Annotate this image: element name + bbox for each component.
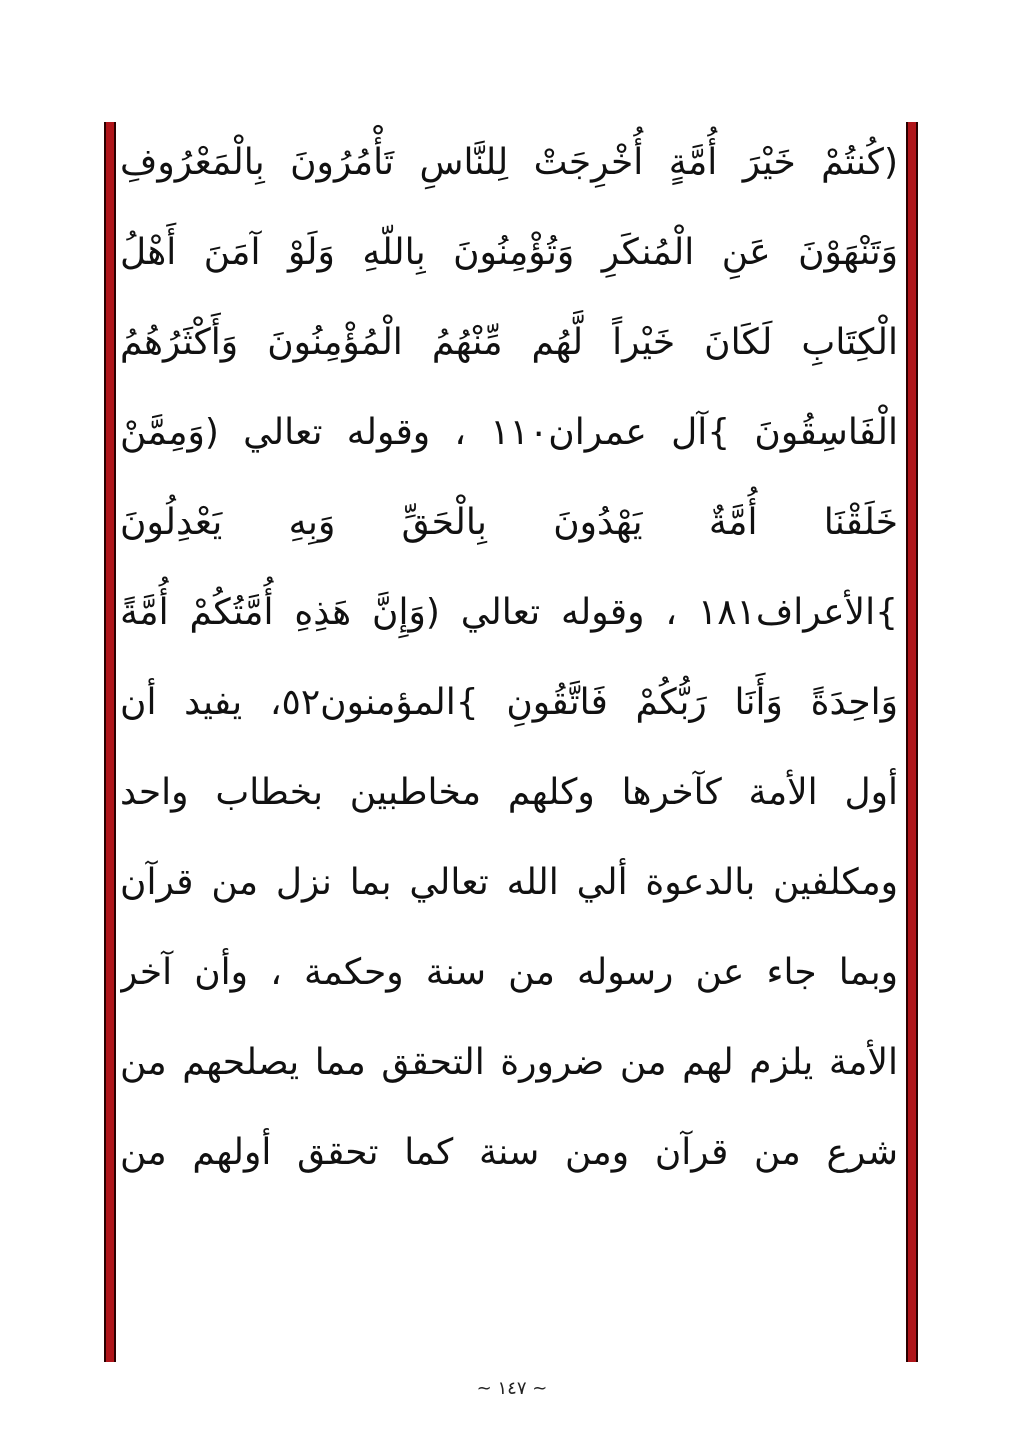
page-number: ~ ١٤٧ ~ bbox=[476, 1378, 548, 1399]
text-line-7: وَاحِدَةً وَأَنَا رَبُّكُمْ فَاتَّقُونِ }المؤمنون٥٢، يفيد أن bbox=[120, 682, 898, 723]
text-line-12: شرع من قرآن ومن سنة كما تحقق أولهم من bbox=[120, 1132, 898, 1173]
text-line-10: وبما جاء عن رسوله من سنة وحكمة ، وأن آخر bbox=[120, 952, 898, 993]
text-line-1: (كُنتُمْ خَيْرَ أُمَّةٍ أُخْرِجَتْ لِلنَّاسِ تَأْمُرُونَ بِالْمَعْرُوفِ bbox=[120, 142, 898, 183]
text-line-8: أول الأمة كآخرها وكلهم مخاطبين بخطاب واحد bbox=[120, 772, 898, 813]
left-border-rule bbox=[104, 122, 116, 1362]
text-line-4: الْفَاسِقُونَ }آل عمران١١٠ ، وقوله تعالي (وَمِمَّنْ bbox=[120, 412, 898, 453]
text-line-9: ومكلفين بالدعوة ألي الله تعالي بما نزل من قرآن bbox=[120, 862, 898, 903]
text-line-5: خَلَقْنَا أُمَّةٌ يَهْدُونَ بِالْحَقِّ وَبِهِ يَعْدِلُونَ bbox=[120, 502, 898, 543]
text-line-6: }الأعراف١٨١ ، وقوله تعالي (وَإِنَّ هَذِهِ أُمَّتُكُمْ أُمَّةً bbox=[120, 592, 898, 633]
text-line-2: وَتَنْهَوْنَ عَنِ الْمُنكَرِ وَتُؤْمِنُونَ بِاللّهِ وَلَوْ آمَنَ أَهْلُ bbox=[120, 232, 898, 273]
right-border-rule bbox=[906, 122, 918, 1362]
text-line-3: الْكِتَابِ لَكَانَ خَيْراً لَّهُم مِّنْهُمُ الْمُؤْمِنُونَ وَأَكْثَرُهُمُ bbox=[120, 322, 898, 363]
body-text bbox=[120, 118, 898, 1198]
text-line-11: الأمة يلزم لهم من ضرورة التحقق مما يصلحهم من bbox=[120, 1042, 898, 1083]
